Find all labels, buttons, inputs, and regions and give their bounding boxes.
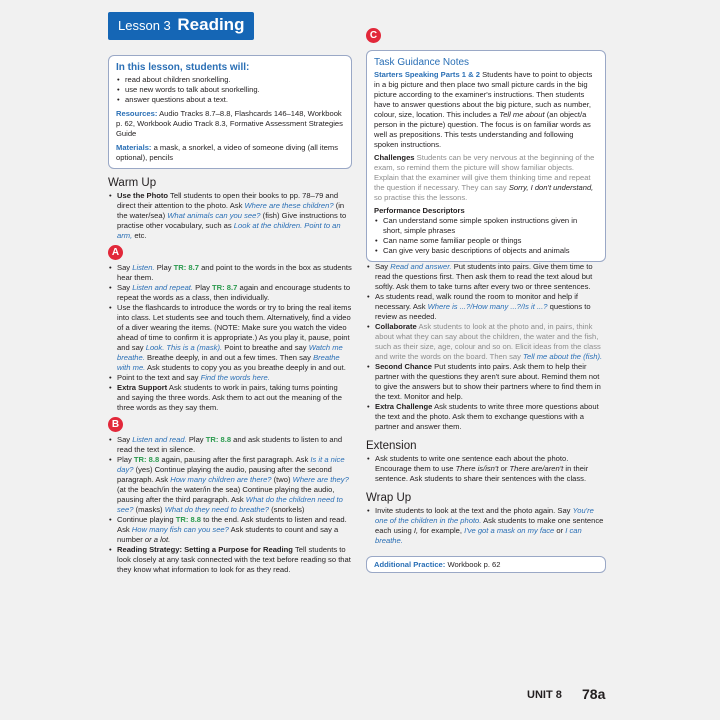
objectives-box xyxy=(108,55,352,169)
text: Breathe deeply, in and out a few times. Then say xyxy=(147,353,311,362)
text: in their sentence. Ask students to share their sentences with the class. xyxy=(375,464,589,483)
section-a-item xyxy=(108,303,352,373)
warmup-title: Warm Up xyxy=(108,177,157,189)
text: or a lot. xyxy=(144,535,171,544)
text: Say xyxy=(117,263,131,272)
question: Look at the children. Point to an arm, xyxy=(117,221,341,240)
text: Students have to point to objects in a big picture and then place two small picture cards in the big picture according to the examiner's instructions. Then students have to answer questions about the big picture, such as number, colour, size, location. This includes a xyxy=(374,70,593,119)
footer-unit: UNIT 8 xyxy=(527,689,562,701)
track-ref: TR: 8.8 xyxy=(133,455,160,464)
wrapup-list xyxy=(366,506,606,546)
left-column xyxy=(108,55,352,575)
use-photo-label: Use the Photo xyxy=(117,191,169,200)
objective-item: • answer questions about a text. xyxy=(116,95,344,105)
lesson-name: Reading xyxy=(177,15,245,34)
performance-item: • Can give very basic descriptions of objects and animals xyxy=(374,246,598,256)
text: Play xyxy=(156,263,172,272)
text: Ask students to count and say a number xyxy=(117,525,339,544)
wrapup-title: Wrap Up xyxy=(366,492,412,504)
text: so practise this the lessons. xyxy=(374,193,468,202)
starters-label: Starters Speaking Parts 1 & 2 xyxy=(374,70,480,79)
text: or xyxy=(500,464,508,473)
text: Say xyxy=(117,283,131,292)
text: again, pausing after the first paragraph. Ask xyxy=(161,455,309,464)
section-b-item xyxy=(108,515,352,545)
warmup-list xyxy=(108,191,352,241)
right-column xyxy=(366,50,606,573)
text: Students can be very nervous at the beginning of the exam, so remind them the picture will show familiar objects. Explain that the examiner will give them thinking time and repeat the question if necessary. They can say xyxy=(374,153,595,192)
section-a-list xyxy=(108,263,352,413)
text: Ask students to work in pairs, taking turns pointing and saying the three words. Ask them to act out the meaning of the three words as they say them. xyxy=(117,383,342,412)
section-c-item xyxy=(366,262,606,292)
question: What do they need to breathe? xyxy=(164,505,269,514)
extra-support-label: Extra Support xyxy=(117,383,168,392)
text: questions to review as needed. xyxy=(375,302,591,321)
text: Ask students to look at the photo and, in pairs, think about what they can say about the children, the water and the fish, such as their size, age, colour and so on. Elicit ideas from the class and write the words on the board. Then say xyxy=(375,322,601,361)
text: Ask students to write one sentence each about the photo. Encourage them to use xyxy=(375,454,569,473)
collaborate-label: Collaborate xyxy=(375,322,417,331)
marker-b: B xyxy=(108,417,123,432)
extension-title: Extension xyxy=(366,440,417,452)
performance-list xyxy=(374,216,598,256)
text: Say xyxy=(117,435,131,444)
track-ref: TR: 8.7 xyxy=(173,263,199,272)
section-c-item xyxy=(366,322,606,362)
materials-line xyxy=(116,143,344,163)
text: (snorkels) xyxy=(271,505,305,514)
text: Play xyxy=(188,435,204,444)
text: and point to the words in the box as students hear them. xyxy=(117,263,352,282)
track-ref: TR: 8.7 xyxy=(212,283,238,292)
question: Listen and repeat. xyxy=(132,283,194,292)
question: Watch me breathe. xyxy=(117,343,343,362)
footer-page-number: 78a xyxy=(582,686,606,702)
section-b-item xyxy=(108,455,352,515)
objective-item: • use new words to talk about snorkelling. xyxy=(116,85,344,95)
question: Look. This is a (mask). xyxy=(145,343,223,352)
text: Put students into pairs. Give them time to read the questions first. Then ask them to read the text aloud but softly. Ask them to take turns after every two or three sentences. xyxy=(375,262,593,291)
text: for example, xyxy=(420,526,463,535)
text: (in the water/sea) xyxy=(117,201,345,220)
objectives-list xyxy=(116,75,344,105)
objective-item: • read about children snorkelling. xyxy=(116,75,344,85)
text: As students read, walk round the room to monitor and help if necessary. Ask xyxy=(375,292,579,311)
section-c-list xyxy=(366,262,606,432)
text: I, xyxy=(413,526,419,535)
section-b-item xyxy=(108,545,352,575)
section-b-list xyxy=(108,435,352,575)
task-guidance-heading: Task Guidance Notes xyxy=(374,57,470,68)
text: etc. xyxy=(134,231,147,240)
marker-a: A xyxy=(108,245,123,260)
lesson-number: Lesson 3 xyxy=(118,18,171,33)
marker-c: C xyxy=(366,28,381,43)
section-c-item xyxy=(366,402,606,432)
question: Find the words here. xyxy=(200,373,270,382)
challenges-label: Challenges xyxy=(374,153,415,162)
text: Invite students to look at the text and the photo again. Say xyxy=(375,506,571,515)
question: How many children are there? xyxy=(170,475,272,484)
question: Is it a nice day? xyxy=(117,455,345,474)
text: There are/aren't xyxy=(509,464,564,473)
objectives-heading: In this lesson, students will: xyxy=(116,62,250,73)
track-ref: TR: 8.8 xyxy=(175,515,202,524)
question: What animals can you see? xyxy=(167,211,261,220)
extra-challenge-label: Extra Challenge xyxy=(375,402,433,411)
text: (two) xyxy=(273,475,291,484)
reading-strategy-label: Reading Strategy: Setting a Purpose for Reading xyxy=(117,545,293,554)
lesson-title xyxy=(108,12,254,40)
text: (masks) xyxy=(135,505,163,514)
additional-practice-text: Workbook p. 62 xyxy=(447,560,501,569)
text: Tell students to look closely at any task connected with the text before reading so that they know what information to look for as they read. xyxy=(117,545,351,574)
question: Breathe with me. xyxy=(117,353,340,372)
track-ref: TR: 8.8 xyxy=(205,435,232,444)
question: Listen. xyxy=(132,263,155,272)
resources-label: Resources: xyxy=(116,109,158,118)
text: (at the beach/in the water/in the sea) Continue playing the audio, pausing after the third paragraph. Ask xyxy=(117,485,335,504)
section-c-item xyxy=(366,292,606,322)
materials-label: Materials: xyxy=(116,143,152,152)
text: again and encourage students to repeat the words as a class, then individually. xyxy=(117,283,351,302)
section-c-item xyxy=(366,362,606,402)
text: Ask students to copy you as you breathe deeply in and out. xyxy=(146,363,346,372)
question: I can breathe. xyxy=(375,526,582,545)
text: Say xyxy=(375,262,389,271)
section-a-item xyxy=(108,263,352,283)
extension-list xyxy=(366,454,606,484)
text: Ask students to make one sentence each using xyxy=(375,516,604,535)
question: What do the children need to see? xyxy=(117,495,343,514)
text: Play xyxy=(195,283,210,292)
text: Continue playing xyxy=(117,515,174,524)
question: Listen and read. xyxy=(132,435,187,444)
question: You're one of the children in the photo. xyxy=(375,506,594,525)
additional-practice-box xyxy=(366,556,606,573)
performance-item: • Can understand some simple spoken instructions given in short, simple phrases xyxy=(374,216,598,236)
text: There is/isn't xyxy=(455,464,499,473)
question: I've got a mask on my face xyxy=(464,526,555,535)
task-guidance-box xyxy=(366,50,606,262)
question: How many fish can you see? xyxy=(131,525,229,534)
text: (fish) Give instructions to practise other vocabulary, such as xyxy=(117,211,347,230)
text: Sorry, I don't understand, xyxy=(508,183,594,192)
materials-text: a mask, a snorkel, a video of someone diving (all items optional), pencils xyxy=(116,143,339,162)
text: Point to the text and say xyxy=(117,373,199,382)
text: Play xyxy=(117,455,132,464)
performance-label: Performance Descriptors xyxy=(374,206,465,215)
text: Point to breathe and say xyxy=(224,343,307,352)
section-a-item xyxy=(108,283,352,303)
wrapup-item xyxy=(366,506,606,546)
text: Put students into pairs. Ask them to help their partner with the questions they aren't sure about. Remind them not to give the answers but to show their partners where to find them in the text. Monitor and help. xyxy=(375,362,601,401)
warmup-item xyxy=(108,191,352,241)
question: Where is ...?/How many ...?/Is it ...? xyxy=(427,302,548,311)
question: Read and answer. xyxy=(390,262,452,271)
second-chance-label: Second Chance xyxy=(375,362,432,371)
text: to the end. Ask students to listen and read. Ask xyxy=(117,515,347,534)
question: Where are they? xyxy=(292,475,349,484)
text: Ask students to write three more questions about the text and the photo. Ask them to exchange questions with a partner and answer them. xyxy=(375,402,599,431)
question: Where are these children? xyxy=(244,201,334,210)
text: (an object/a person in the picture) question. The focus is on familiar words as well as prepositions. This tests understanding and following spoken instructions. xyxy=(374,110,591,149)
text: Tell me about xyxy=(499,110,545,119)
section-b-item xyxy=(108,435,352,455)
starters-para xyxy=(374,70,598,150)
section-a-item xyxy=(108,383,352,413)
challenges-para xyxy=(374,153,598,203)
text: or xyxy=(556,526,564,535)
text: Tell students to open their books to pp. 78–79 and direct their attention to the photo. Ask xyxy=(117,191,339,210)
extension-item xyxy=(366,454,606,484)
performance-item: • Can name some familiar people or things xyxy=(374,236,598,246)
text: (yes) Continue playing the audio, pausing after the second paragraph. Ask xyxy=(117,465,332,484)
text: Use the flashcards to introduce the words or try to bring the real items into class. Let students see and touch them. Alternatively, find a video of a diver wearing the items. (NOTE: Make sure you watch the video ahead of time to confirm it is appropriate.) As you play it, pause, point and say xyxy=(117,303,352,352)
text: and ask students to listen to and read the text in silence. xyxy=(117,435,343,454)
resources-line xyxy=(116,109,344,139)
additional-practice-label: Additional Practice: xyxy=(374,560,446,569)
question: Tell me about the (fish). xyxy=(523,352,603,361)
section-a-item xyxy=(108,373,352,383)
resources-text: Audio Tracks 8.7–8.8, Flashcards 146–148, Workbook p. 62, Workbook Audio Track 8.3, Formative Assessment Strategies Guide xyxy=(116,109,343,138)
